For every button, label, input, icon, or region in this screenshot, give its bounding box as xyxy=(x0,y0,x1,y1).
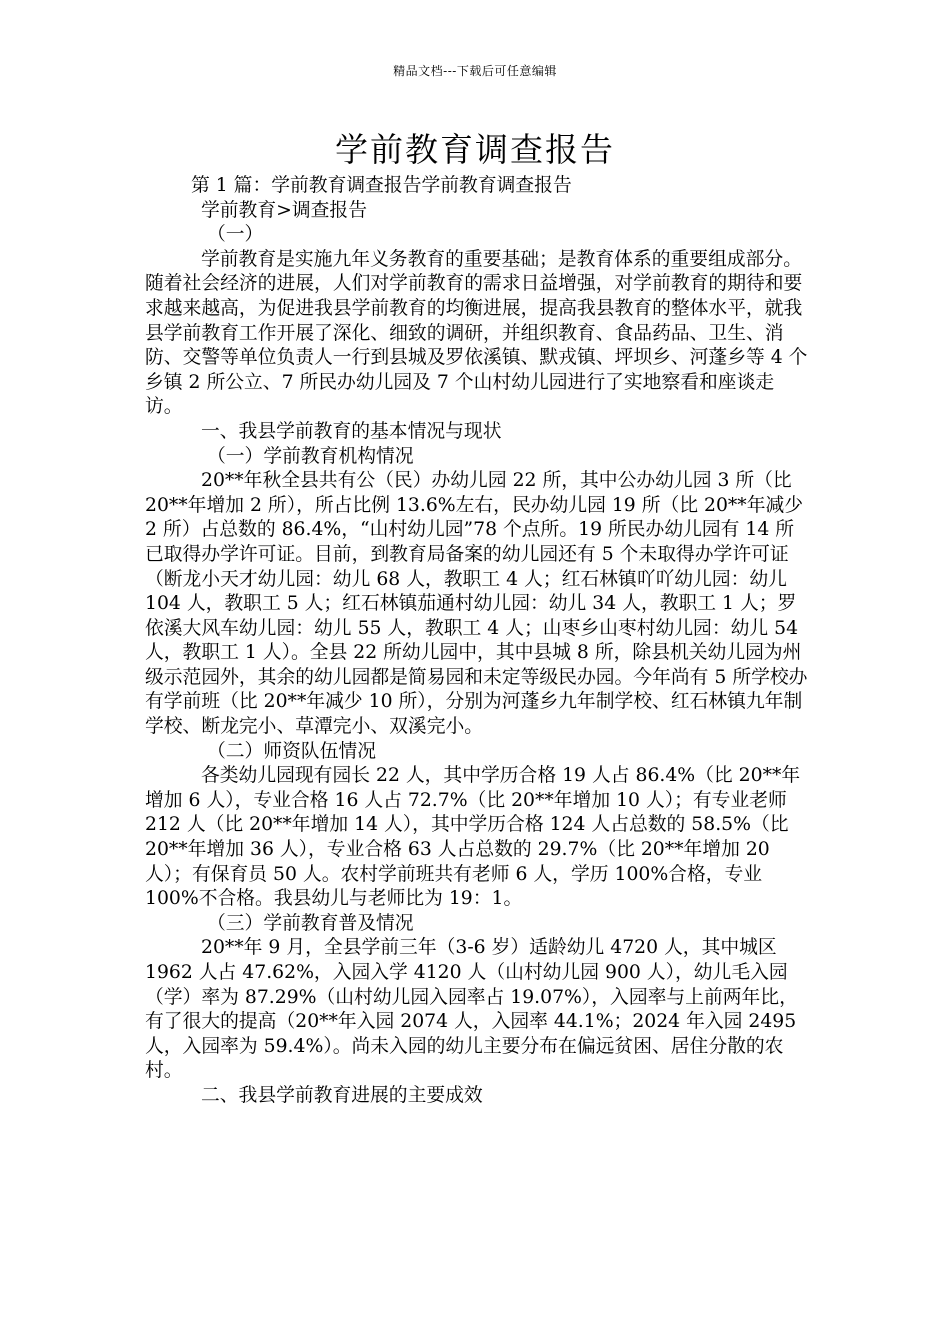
document-title: 学前教育调查报告 xyxy=(335,130,615,169)
subsection-2-heading: （二）师资队伍情况 xyxy=(207,740,377,762)
intro-paragraph: 学前教育是实施九年义务教育的重要基础；是教育体系的重要组成部分。随着社会经济的进展，人们对学前教育的需求日益增强，对学前教育的期待和要求越来越高，为促进我县学前教育的均衡进展，提高我县教育的整体水平，就我县学前教育工作开展了深化、细致的调研，并组织教育、食品药品、卫生、消防、交警等单位负责人一行到县城及罗依溪镇、默戎镇、坪坝乡、河蓬乡等 4 个乡镇 2 所公立、7 所民办幼儿园及 7 个山村幼儿园进行了实地察看和座谈走访。 xyxy=(145,248,808,418)
breadcrumb: 学前教育>调查报告 xyxy=(201,199,367,221)
subsection-1-paragraph: 20**年秋全县共有公（民）办幼儿园 22 所，其中公办幼儿园 3 所（比 20**年增加 2 所），所占比例 13.6%左右，民办幼儿园 19 所（比 20**年减少 2 所）占总数的 86.4%，“山村幼儿园”78 个点所。19 所民办幼儿园有 14 所已取得办学许可证。目前，到教育局备案的幼儿园还有 5 个未取得办学许可证（断龙小天才幼儿园：幼儿 68 人，教职工 4 人；红石林镇吖吖幼儿园：幼儿 104 人，教职工 5 人；红石林镇茄通村幼儿园：幼儿 34 人，教职工 1 人；罗依溪大风车幼儿园：幼儿 55 人，教职工 4 人；山枣乡山枣村幼儿园：幼儿 54 人，教职工 1 人）。全县 22 所幼儿园中，其中县城 8 所，除县机关幼儿园为州级示范园外，其余的幼儿园都是简易园和未定等级民办园。今年尚有 5 所学校办有学前班（比 20**年减少 10 所），分别为河蓬乡九年制学校、红石林镇九年制学校、断龙完小、草潭完小、双溪完小。 xyxy=(145,470,808,738)
subsection-3-heading: （三）学前教育普及情况 xyxy=(207,912,414,934)
section-2-heading: 二、我县学前教育进展的主要成效 xyxy=(201,1084,483,1106)
page-header-note: 精品文档---下载后可任意编辑 xyxy=(393,64,557,78)
section-1-heading: 一、我县学前教育的基本情况与现状 xyxy=(201,420,502,442)
subsection-3-paragraph: 20**年 9 月，全县学前三年（3-6 岁）适龄幼儿 4720 人，其中城区 1962 人占 47.62%，入园入学 4120 人（山村幼儿园 900 人），幼儿毛入园（学）率为 87.29%（山村幼儿园入园率占 19.07%），入园率与上前两年比，有了很大的提高（20**年入园 2074 人，入园率 44.1%；2024 年入园 2495 人，入园率为 59.4%）。尚未入园的幼儿主要分布在偏远贫困、居住分散的农村。 xyxy=(145,937,798,1082)
subsection-2-paragraph: 各类幼儿园现有园长 22 人，其中学历合格 19 人占 86.4%（比 20**年增加 6 人），专业合格 16 人占 72.7%（比 20**年增加 10 人）；有专业老师 212 人（比 20**年增加 14 人），其中学历合格 124 人占总数的 58.5%（比 20**年增加 36 人），专业合格 63 人占总数的 29.7%（比 20**年增加 20 人）；有保育员 50 人。农村学前班共有老师 6 人，学历 100%合格，专业 100%不合格。我县幼儿与老师比为 19：1。 xyxy=(145,765,801,910)
part-marker: （一） xyxy=(207,224,264,246)
document-subtitle: 第 1 篇：学前教育调查报告学前教育调查报告 xyxy=(191,175,572,196)
subsection-1-heading: （一）学前教育机构情况 xyxy=(207,445,414,467)
document-body xyxy=(145,174,810,1109)
